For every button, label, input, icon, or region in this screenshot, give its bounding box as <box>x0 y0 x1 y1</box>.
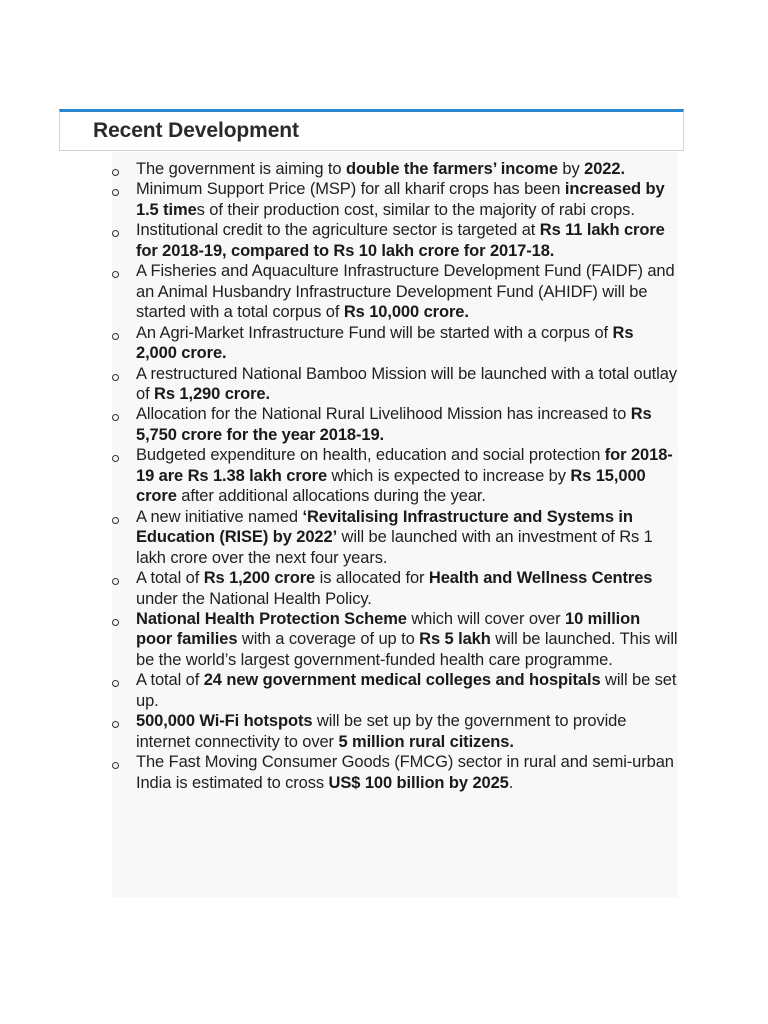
item-text: . <box>508 773 514 792</box>
item-text: with a coverage of up to <box>237 630 420 649</box>
bold-text: 10 million poor families <box>136 609 641 649</box>
item-text: under the National Health Policy. <box>136 589 372 608</box>
bold-text: Rs 15,000 crore <box>136 466 646 506</box>
bullet-icon <box>112 333 119 340</box>
list-item <box>112 159 678 179</box>
bullet-icon <box>112 169 119 176</box>
section-heading: Recent Development <box>93 119 299 142</box>
item-text: A new initiative named <box>136 507 303 526</box>
item-text: Budgeted expenditure on health, education and social protection <box>136 446 605 465</box>
bold-text: 5 million rural citizens. <box>338 732 514 751</box>
development-list <box>112 159 678 793</box>
list-item <box>112 752 678 793</box>
bold-text: Rs 2,000 crore. <box>136 323 634 363</box>
bullet-icon <box>112 517 119 524</box>
list-item <box>112 179 678 220</box>
bullet-icon <box>112 578 119 585</box>
bullet-icon <box>112 619 119 626</box>
bold-text: Rs 1,200 crore <box>203 569 316 588</box>
bullet-icon <box>112 455 119 462</box>
bold-text: 500,000 Wi-Fi hotspots <box>136 712 313 731</box>
bold-text: Rs 10,000 crore. <box>343 303 469 322</box>
bold-text: US$ 100 billion by 2025 <box>328 773 509 792</box>
item-text: A total of <box>136 671 204 690</box>
bold-text: National Health Protection Scheme <box>136 609 407 628</box>
item-text: will be set up by the government to provide internet connectivity to over <box>136 712 627 751</box>
item-text: Institutional credit to the agriculture sector is targeted at <box>136 221 540 240</box>
bold-text: 24 new government medical colleges and hospitals <box>203 671 601 690</box>
list-item <box>112 445 678 506</box>
list-item <box>112 609 678 670</box>
item-text: Allocation for the National Rural Livelihood Mission has increased to <box>136 405 631 424</box>
item-text: The government is aiming to <box>136 160 346 178</box>
bullet-icon <box>112 414 119 421</box>
list-item <box>112 507 678 568</box>
bold-text: 2022. <box>584 160 625 178</box>
item-text: is allocated for <box>315 569 429 588</box>
bold-text: increased by 1.5 time <box>136 180 665 219</box>
list-item <box>112 404 678 445</box>
list-item <box>112 323 678 364</box>
bold-text: Rs 5 lakh <box>419 630 491 649</box>
bold-text: Rs 1,290 crore. <box>154 384 270 403</box>
bullet-icon <box>112 230 119 237</box>
bullet-icon <box>112 374 119 381</box>
item-text: The Fast Moving Consumer Goods (FMCG) sector in rural and semi-urban India is estimated to cross <box>136 753 674 792</box>
item-text: after additional allocations during the year. <box>176 487 486 506</box>
item-text: will be launched. This will be the world’s largest government-funded health care programme. <box>136 630 678 669</box>
item-text: A Fisheries and Aquaculture Infrastructure Development Fund (FAIDF) and an Animal Husbandry Infrastructure Development Fund (AHIDF) will be started with a total corpus of <box>136 262 675 322</box>
item-text: A total of <box>136 569 204 588</box>
item-text: Minimum Support Price (MSP) for all kharif crops has been <box>136 180 565 199</box>
bullet-icon <box>112 721 119 728</box>
bold-text: for 2018-19 are Rs 1.38 lakh crore <box>136 446 673 485</box>
list-item <box>112 711 678 752</box>
bold-text: Rs 11 lakh crore for 2018-19, compared to Rs 10 lakh crore for 2017-18. <box>136 221 665 260</box>
bold-text: Rs 5,750 crore for the year 2018-19. <box>136 405 652 444</box>
section-heading-box <box>59 109 684 151</box>
list-item <box>112 220 678 261</box>
item-text: will be launched with an investment of Rs 1 lakh crore over the next four years. <box>136 528 653 567</box>
list-item <box>112 568 678 609</box>
list-item <box>112 364 678 405</box>
item-text: which is expected to increase by <box>327 466 571 485</box>
bold-text: ‘Revitalising Infrastructure and Systems in Education (RISE) by 2022’ <box>136 507 633 547</box>
bullet-icon <box>112 762 119 769</box>
bold-text: double the farmers’ income <box>345 160 558 178</box>
item-text: will be set up. <box>136 671 677 710</box>
list-item <box>112 670 678 711</box>
item-text: A restructured National Bamboo Mission will be launched with a total outlay of <box>136 364 677 403</box>
item-text: s of their production cost, similar to the majority of rabi crops. <box>196 200 635 219</box>
bullet-icon <box>112 680 119 687</box>
bold-text: Health and Wellness Centres <box>428 569 653 588</box>
item-text: An Agri-Market Infrastructure Fund will be started with a corpus of <box>136 323 613 342</box>
bullet-icon <box>112 271 119 278</box>
item-text: which will cover over <box>406 609 566 628</box>
list-item <box>112 261 678 322</box>
item-text: by <box>557 160 585 178</box>
bullet-icon <box>112 189 119 196</box>
